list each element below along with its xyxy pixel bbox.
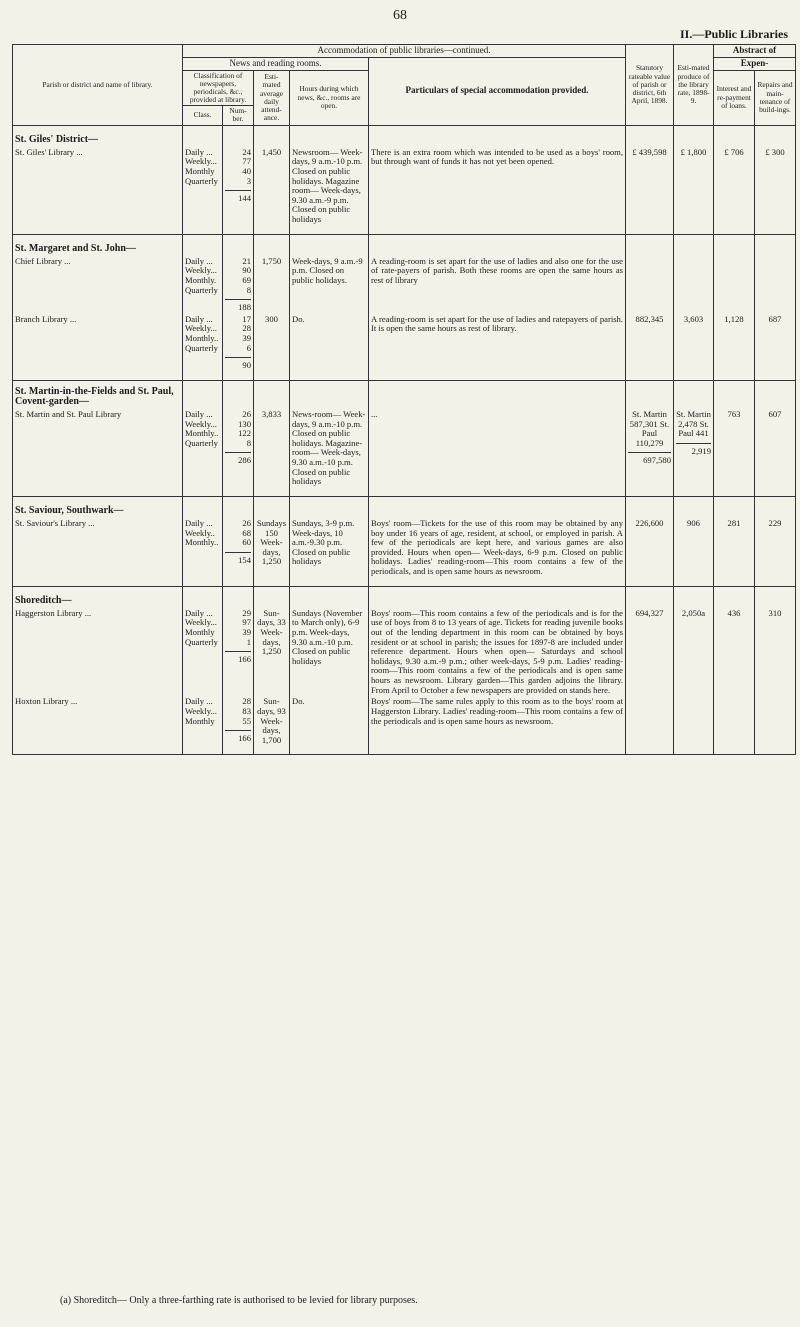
spacer-cell <box>626 578 674 587</box>
spacer-cell <box>626 746 674 755</box>
empty-cell <box>223 234 254 256</box>
spacer-cell <box>183 488 223 497</box>
spacer-cell <box>290 746 369 755</box>
produce-cell <box>674 409 714 488</box>
class-list <box>183 518 223 578</box>
rateable-cell <box>626 314 674 372</box>
section-title: St. Saviour, Southwark— <box>13 496 183 518</box>
number-item: 39 <box>242 333 251 343</box>
repairs-cell: 687 <box>755 314 796 372</box>
empty-cell <box>755 234 796 256</box>
class-item: Quarterly <box>185 175 218 186</box>
accommodation-header: Accommodation of public libraries—continued. <box>183 45 626 58</box>
rateable-total: 697,580 <box>628 452 671 466</box>
empty-cell <box>674 586 714 608</box>
empty-cell <box>714 125 755 147</box>
abstract-header: Abstract of <box>714 45 796 58</box>
empty-cell <box>183 380 223 409</box>
class-list <box>183 608 223 697</box>
attendance-cell: Sundays 150 Week-days, 1,250 <box>254 518 290 578</box>
spacer-cell <box>254 746 290 755</box>
number-item: 26 <box>242 517 251 528</box>
empty-cell <box>674 380 714 409</box>
col-hours: Hours during which news, &c., rooms are open. <box>290 70 369 125</box>
hours-cell: Sundays, 3-9 p.m. Week-days, 10 a.m.-9.30 p.m. Closed on public holidays <box>290 518 369 578</box>
produce-value: 3,603 <box>683 313 704 324</box>
spacer-cell <box>674 746 714 755</box>
spacer-cell <box>254 578 290 587</box>
empty-cell <box>223 496 254 518</box>
spacer-cell <box>674 578 714 587</box>
class-item: Daily ... <box>185 517 213 528</box>
rateable-cell <box>626 696 674 746</box>
attendance-cell: 1,450 <box>254 147 290 226</box>
number-item: 24 <box>242 146 251 157</box>
footnote: (a) Shoreditch— Only a three-farthing rate is authorised to be levied for library purposes. <box>60 1295 418 1306</box>
rateable-cell <box>626 608 674 697</box>
spacer-cell <box>674 488 714 497</box>
empty-cell <box>290 380 369 409</box>
empty-cell <box>369 496 626 518</box>
spacer-cell <box>755 372 796 381</box>
attendance-cell: 1,750 <box>254 256 290 314</box>
spacer-cell <box>290 488 369 497</box>
empty-cell <box>183 586 223 608</box>
empty-cell <box>369 125 626 147</box>
spacer-cell <box>369 746 626 755</box>
class-item: Daily ... <box>185 607 213 618</box>
class-item: Monthly.. <box>185 333 219 343</box>
spacer-cell <box>755 226 796 235</box>
section-title: St. Margaret and St. John— <box>13 234 183 256</box>
hours-cell: News-room— Week-days, 9 a.m.-10 p.m. Closed on public holidays. Magazine-room— Week-days, 9.30 a.m.-10 p.m. Closed on public holidays <box>290 409 369 488</box>
library-name: Haggerston Library ... <box>13 608 183 697</box>
spacer-cell <box>13 226 183 235</box>
class-item: Daily ... <box>185 146 213 157</box>
empty-cell <box>223 586 254 608</box>
col-particulars: Particulars of special accommodation provided. <box>369 57 626 125</box>
number-list <box>223 147 254 226</box>
number-item: 21 <box>242 255 251 266</box>
produce-value: 2,050a <box>681 607 706 618</box>
empty-cell <box>290 586 369 608</box>
library-name: St. Saviour's Library ... <box>13 518 183 578</box>
number-item: 39 <box>242 626 251 637</box>
number-item: 28 <box>242 696 251 707</box>
empty-cell <box>290 125 369 147</box>
table-row <box>13 518 796 578</box>
empty-cell <box>183 125 223 147</box>
number-total: 188 <box>225 299 251 313</box>
spacer-cell <box>223 746 254 755</box>
section-title: St. Martin-in-the-Fields and St. Paul, Covent-garden— <box>13 380 183 409</box>
library-name: Hoxton Library ... <box>13 696 183 746</box>
spacer-cell <box>369 488 626 497</box>
class-item: Monthly <box>185 626 215 637</box>
class-item: Daily ... <box>185 255 213 266</box>
empty-cell <box>714 496 755 518</box>
col-rateable: Statutory rateable value of parish or district, 6th April, 1898. <box>626 45 674 126</box>
rateable-cell <box>626 409 674 488</box>
rateable-value: £ 439,598 <box>632 146 667 157</box>
table-row <box>13 314 796 372</box>
class-list <box>183 409 223 488</box>
empty-cell <box>626 234 674 256</box>
spacer-cell <box>626 372 674 381</box>
spacer-cell <box>755 488 796 497</box>
spacer-cell <box>223 488 254 497</box>
number-total: 90 <box>225 357 251 371</box>
class-item: Weekly... <box>185 265 217 276</box>
class-item: Monthly.. <box>185 428 219 439</box>
number-item: 68 <box>242 527 251 538</box>
particulars-cell: ... <box>369 409 626 488</box>
col-class: Class. <box>183 106 223 125</box>
spacer-cell <box>223 578 254 587</box>
class-item: Quarterly <box>185 342 218 353</box>
page-number: 68 <box>393 8 407 23</box>
rateable-value: St. Martin 587,301 St. Paul 110,279 <box>629 408 670 448</box>
empty-cell <box>254 125 290 147</box>
spacer-cell <box>183 578 223 587</box>
empty-cell <box>626 380 674 409</box>
empty-cell <box>254 380 290 409</box>
library-name: St. Giles' Library ... <box>13 147 183 226</box>
class-item: Daily ... <box>185 408 213 419</box>
number-item: 90 <box>242 265 251 276</box>
empty-cell <box>369 234 626 256</box>
class-list <box>183 696 223 746</box>
empty-cell <box>755 586 796 608</box>
spacer-cell <box>183 372 223 381</box>
hours-cell: Newsroom— Week-days, 9 a.m.-10 p.m. Closed on public holidays. Magazine room— Week-days, 9.30 a.m.-9 p.m. Closed on public holidays <box>290 147 369 226</box>
col-attendance: Esti-mated average daily attend-ance. <box>254 70 290 125</box>
produce-cell <box>674 147 714 226</box>
table-row <box>13 409 796 488</box>
number-item: 3 <box>246 175 251 186</box>
particulars-cell: A reading-room is set apart for the use of ladies and ratepayers of parish. It is open the same hours as rest of library. <box>369 314 626 372</box>
class-item: Monthly.. <box>185 537 219 548</box>
spacer-cell <box>626 226 674 235</box>
empty-cell <box>223 125 254 147</box>
class-list <box>183 314 223 372</box>
number-item: 28 <box>242 323 251 334</box>
spacer-cell <box>223 372 254 381</box>
spacer-cell <box>755 578 796 587</box>
number-list <box>223 608 254 697</box>
interest-cell: 436 <box>714 608 755 697</box>
section-title: Shoreditch— <box>13 586 183 608</box>
empty-cell <box>254 496 290 518</box>
empty-cell <box>223 380 254 409</box>
number-item: 77 <box>242 156 251 167</box>
library-table <box>12 44 796 755</box>
interest-cell: 281 <box>714 518 755 578</box>
class-item: Monthly <box>185 165 215 176</box>
hours-cell: Sundays (November to March only), 6-9 p.m. Week-days, 9.30 a.m.-10 p.m. Closed on public holidays <box>290 608 369 697</box>
class-item: Weekly... <box>185 156 217 167</box>
produce-value: £ 1,800 <box>680 146 707 157</box>
number-total: 166 <box>225 730 251 744</box>
repairs-cell: 229 <box>755 518 796 578</box>
spacer-cell <box>13 372 183 381</box>
spacer-cell <box>755 746 796 755</box>
empty-cell <box>369 380 626 409</box>
interest-cell: 763 <box>714 409 755 488</box>
spacer-cell <box>369 372 626 381</box>
spacer-cell <box>290 226 369 235</box>
particulars-cell: A reading-room is set apart for the use of ladies and also one for the use of rate-payers of parish. Both these rooms are open the same hours as rest of library <box>369 256 626 314</box>
number-total: 144 <box>225 190 251 204</box>
number-list <box>223 314 254 372</box>
empty-cell <box>369 586 626 608</box>
number-item: 55 <box>242 715 251 726</box>
produce-cell <box>674 314 714 372</box>
spacer-cell <box>714 372 755 381</box>
rateable-cell <box>626 518 674 578</box>
empty-cell <box>626 125 674 147</box>
library-name: St. Martin and St. Paul Library <box>13 409 183 488</box>
spacer-cell <box>183 746 223 755</box>
class-item: Daily ... <box>185 313 213 324</box>
spacer-cell <box>290 372 369 381</box>
col-interest: Interest and re-payment of loans. <box>714 70 755 125</box>
interest-cell <box>714 696 755 746</box>
empty-cell <box>254 586 290 608</box>
empty-cell <box>183 234 223 256</box>
hours-cell: Do. <box>290 696 369 746</box>
class-item: Weekly... <box>185 705 217 716</box>
number-list <box>223 518 254 578</box>
spacer-cell <box>369 578 626 587</box>
number-item: 8 <box>246 284 251 295</box>
rateable-value: 882,345 <box>635 313 664 324</box>
table-row <box>13 608 796 697</box>
particulars-cell: There is an extra room which was intended to be used as a boys' room, but through want of funds it has not yet been opened. <box>369 147 626 226</box>
attendance-cell: Sun-days, 33 Week-days, 1,250 <box>254 608 290 697</box>
repairs-cell: 310 <box>755 608 796 697</box>
spacer-cell <box>626 488 674 497</box>
number-item: 17 <box>242 313 251 324</box>
running-head: II.—Public Libraries <box>679 27 788 41</box>
class-item: Weekly... <box>185 617 217 628</box>
class-item: Quarterly <box>185 636 218 647</box>
number-list <box>223 696 254 746</box>
class-item: Weekly.. <box>185 527 215 538</box>
number-item: 29 <box>242 607 251 618</box>
number-item: 130 <box>238 418 251 429</box>
interest-cell <box>714 256 755 314</box>
col-produce: Esti-mated produce of the library rate, 1898-9. <box>674 45 714 126</box>
spacer-cell <box>714 488 755 497</box>
number-item: 6 <box>246 342 251 353</box>
repairs-cell: 607 <box>755 409 796 488</box>
col-number: Num-ber. <box>223 106 254 125</box>
number-item: 60 <box>242 537 251 548</box>
class-list <box>183 147 223 226</box>
repairs-cell: £ 300 <box>755 147 796 226</box>
hours-cell: Week-days, 9 a.m.-9 p.m. Closed on public holidays. <box>290 256 369 314</box>
number-list <box>223 409 254 488</box>
spacer-cell <box>254 488 290 497</box>
spacer-cell <box>674 226 714 235</box>
produce-cell <box>674 696 714 746</box>
empty-cell <box>714 380 755 409</box>
class-list <box>183 256 223 314</box>
number-item: 8 <box>246 437 251 448</box>
attendance-cell: 300 <box>254 314 290 372</box>
empty-cell <box>626 496 674 518</box>
empty-cell <box>714 586 755 608</box>
number-total: 286 <box>225 452 251 466</box>
class-item: Daily ... <box>185 696 213 707</box>
empty-cell <box>183 496 223 518</box>
repairs-cell <box>755 256 796 314</box>
empty-cell <box>290 234 369 256</box>
number-total: 166 <box>225 651 251 665</box>
number-item: 69 <box>242 274 251 285</box>
produce-value: St. Martin 2,478 St. Paul 441 <box>676 408 711 439</box>
table-row <box>13 147 796 226</box>
particulars-cell: Boys' room—The same rules apply to this room as to the boys' room at Haggerston Library. Ladies' reading-room—This room contains a few of the periodicals and is open same hours as newsroom. <box>369 696 626 746</box>
spacer-cell <box>714 226 755 235</box>
empty-cell <box>755 496 796 518</box>
produce-cell <box>674 256 714 314</box>
empty-cell <box>290 496 369 518</box>
class-item: Weekly... <box>185 323 217 334</box>
produce-cell <box>674 608 714 697</box>
spacer-cell <box>183 226 223 235</box>
number-list <box>223 256 254 314</box>
class-item: Monthly. <box>185 274 217 285</box>
attendance-cell: 3,833 <box>254 409 290 488</box>
spacer-cell <box>714 578 755 587</box>
produce-value: 906 <box>687 517 700 528</box>
number-item: 40 <box>242 165 251 176</box>
empty-cell <box>714 234 755 256</box>
empty-cell <box>755 125 796 147</box>
produce-cell <box>674 518 714 578</box>
particulars-cell: Boys' room—This room contains a few of the periodicals and is for the use of boys from 8 to 13 years of age. Tickets for reading juvenile books out of the lending department in this room can be obtained by boys resident or at school in parish; the issues for 1897-8 are included under reference department. Hours when open— Saturdays and school holidays, 9.30 a.m.-9 p.m.; other week-days, 5-9 p.m. Ladies' reading-room—This room contains a few of the periodicals and is open same hours as newsroom. Library garden—This garden adjoins the library. From April to October a few newspapers are provided on stands here. <box>369 608 626 697</box>
empty-cell <box>755 380 796 409</box>
section-title: St. Giles' District— <box>13 125 183 147</box>
col-parish: Parish or district and name of library. <box>13 45 183 126</box>
repairs-cell <box>755 696 796 746</box>
spacer-cell <box>290 578 369 587</box>
class-item: Quarterly <box>185 437 218 448</box>
empty-cell <box>626 586 674 608</box>
rateable-value: 694,327 <box>635 607 664 618</box>
hours-cell: Do. <box>290 314 369 372</box>
empty-cell <box>254 234 290 256</box>
col-repairs: Repairs and main-tenance of build-ings. <box>755 70 796 125</box>
table-row <box>13 696 796 746</box>
class-item: Quarterly <box>185 284 218 295</box>
number-item: 97 <box>242 617 251 628</box>
class-item: Monthly <box>185 715 215 726</box>
expen-header: Expen- <box>714 57 796 70</box>
number-item: 122 <box>238 428 251 439</box>
interest-cell: £ 706 <box>714 147 755 226</box>
news-rooms-header: News and reading rooms. <box>183 57 369 70</box>
number-item: 83 <box>242 705 251 716</box>
spacer-cell <box>254 372 290 381</box>
number-item: 1 <box>246 636 251 647</box>
number-total: 154 <box>225 552 251 566</box>
particulars-cell: Boys' room—Tickets for the use of this room may be obtained by any boy under 16 years of age, resident, at school, or employed in parish. A few of the periodicals are kept here, and various games are also provided. Hours when open— Week-days, 6-9 p.m. Closed on public holidays. Ladies' reading-room—This room contains a few of the periodicals, and is open same hours as newsroom. <box>369 518 626 578</box>
number-item: 26 <box>242 408 251 419</box>
interest-cell: 1,128 <box>714 314 755 372</box>
library-name: Branch Library ... <box>13 314 183 372</box>
spacer-cell <box>223 226 254 235</box>
spacer-cell <box>714 746 755 755</box>
class-item: Weekly... <box>185 418 217 429</box>
spacer-cell <box>13 578 183 587</box>
empty-cell <box>674 496 714 518</box>
table-row <box>13 256 796 314</box>
spacer-cell <box>674 372 714 381</box>
rateable-cell <box>626 147 674 226</box>
produce-total: 2,919 <box>676 443 711 457</box>
spacer-cell <box>369 226 626 235</box>
classification-header: Classification of newspapers, periodicals, &c., provided at library. <box>183 70 254 106</box>
empty-cell <box>674 234 714 256</box>
rateable-value: 226,600 <box>635 517 664 528</box>
spacer-cell <box>13 488 183 497</box>
empty-cell <box>674 125 714 147</box>
spacer-cell <box>254 226 290 235</box>
attendance-cell: Sun-days, 93 Week-days, 1,700 <box>254 696 290 746</box>
table-body <box>13 125 796 755</box>
rateable-cell <box>626 256 674 314</box>
library-name: Chief Library ... <box>13 256 183 314</box>
spacer-cell <box>13 746 183 755</box>
